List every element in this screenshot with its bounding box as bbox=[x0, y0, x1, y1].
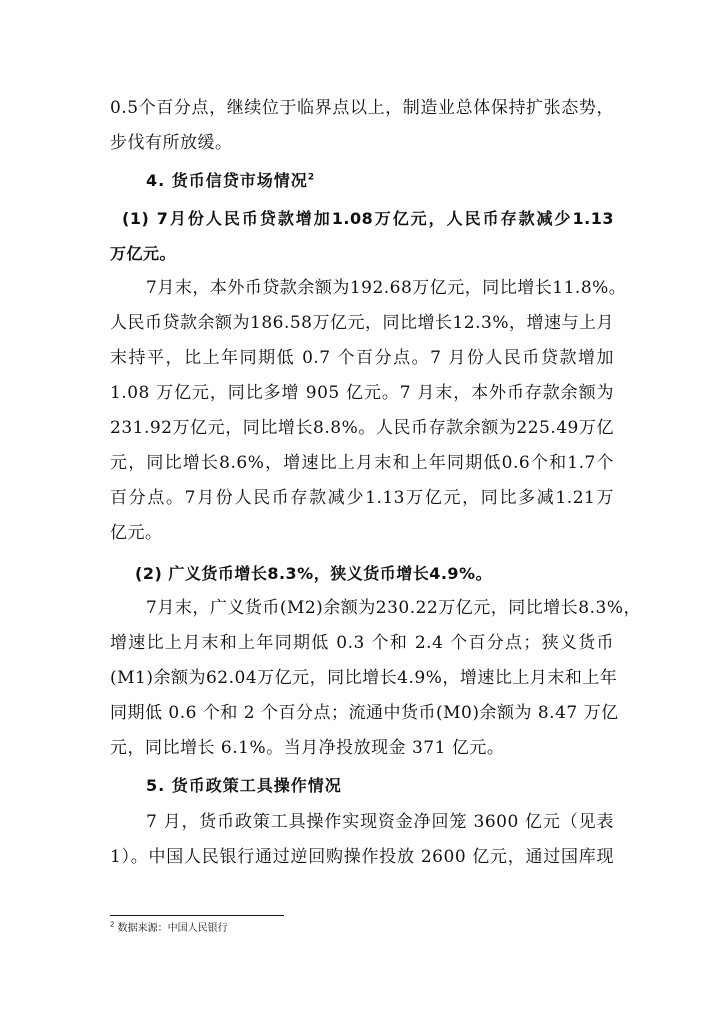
body-line: 1.08 万亿元，同比多增 905 亿元。7 月末，本外币存款余额为 bbox=[110, 383, 614, 403]
section-title: 货币信贷市场情况 bbox=[171, 171, 308, 190]
footnote-separator bbox=[110, 915, 284, 916]
footnote-mark: 2 bbox=[110, 920, 115, 929]
footnote-reference: 2 bbox=[307, 172, 316, 183]
body-line: (M1)余额为62.04万亿元，同比增长4.9%，增速比上月末和上年 bbox=[110, 668, 618, 688]
body-line: 7 月，货币政策工具操作实现资金净回笼 3600 亿元（见表 bbox=[146, 812, 614, 832]
section-number: 5. bbox=[146, 776, 166, 795]
body-line: 元，同比增长 6.1%。当月净投放现金 371 亿元。 bbox=[110, 738, 505, 758]
body-line: 亿元。 bbox=[110, 523, 163, 543]
body-line: 步伐有所放缓。 bbox=[110, 133, 233, 153]
body-line: 人民币贷款余额为186.58万亿元，同比增长12.3%，增速与上月 bbox=[110, 313, 614, 333]
body-line: 7月末，本外币贷款余额为192.68万亿元，同比增长11.8%。 bbox=[146, 278, 627, 298]
body-line: 0.5个百分点，继续位于临界点以上，制造业总体保持扩张态势， bbox=[110, 98, 614, 118]
footnote bbox=[110, 922, 228, 936]
section-title: 货币政策工具操作情况 bbox=[171, 776, 342, 795]
body-line: 1）。中国人民银行通过逆回购操作投放 2600 亿元，通过国库现 bbox=[110, 847, 614, 867]
footnote-text: 数据来源：中国人民银行 bbox=[117, 923, 228, 934]
section-heading-5 bbox=[146, 776, 614, 796]
section-heading-4 bbox=[146, 171, 614, 191]
body-line: 末持平，比上年同期低 0.7 个百分点。7 月份人民币贷款增加 bbox=[110, 348, 614, 368]
body-line: 百分点。7月份人民币存款减少1.13万亿元，同比多减1.21万 bbox=[110, 488, 614, 508]
body-line: 增速比上月末和上年同期低 0.3 个和 2.4 个百分点；狭义货币 bbox=[110, 633, 614, 653]
body-line: 7月末，广义货币(M2)余额为230.22万亿元，同比增长8.3%， bbox=[146, 598, 641, 618]
body-line: 同期低 0.6 个和 2 个百分点；流通中货币(M0)余额为 8.47 万亿 bbox=[110, 703, 619, 723]
subheading-1-cont: 万亿元。 bbox=[110, 244, 177, 263]
body-line: 元，同比增长8.6%，增速比上月末和上年同期低0.6个和1.7个 bbox=[110, 453, 614, 473]
section-number: 4. bbox=[146, 171, 166, 190]
subheading-2: (2) 广义货币增长8.3%，狭义货币增长4.9%。 bbox=[135, 564, 493, 583]
body-line: 231.92万亿元，同比增长8.8%。人民币存款余额为225.49万亿 bbox=[110, 418, 614, 438]
subheading-1: (1) 7月份人民币贷款增加1.08万亿元，人民币存款减少1.13 bbox=[122, 209, 614, 228]
